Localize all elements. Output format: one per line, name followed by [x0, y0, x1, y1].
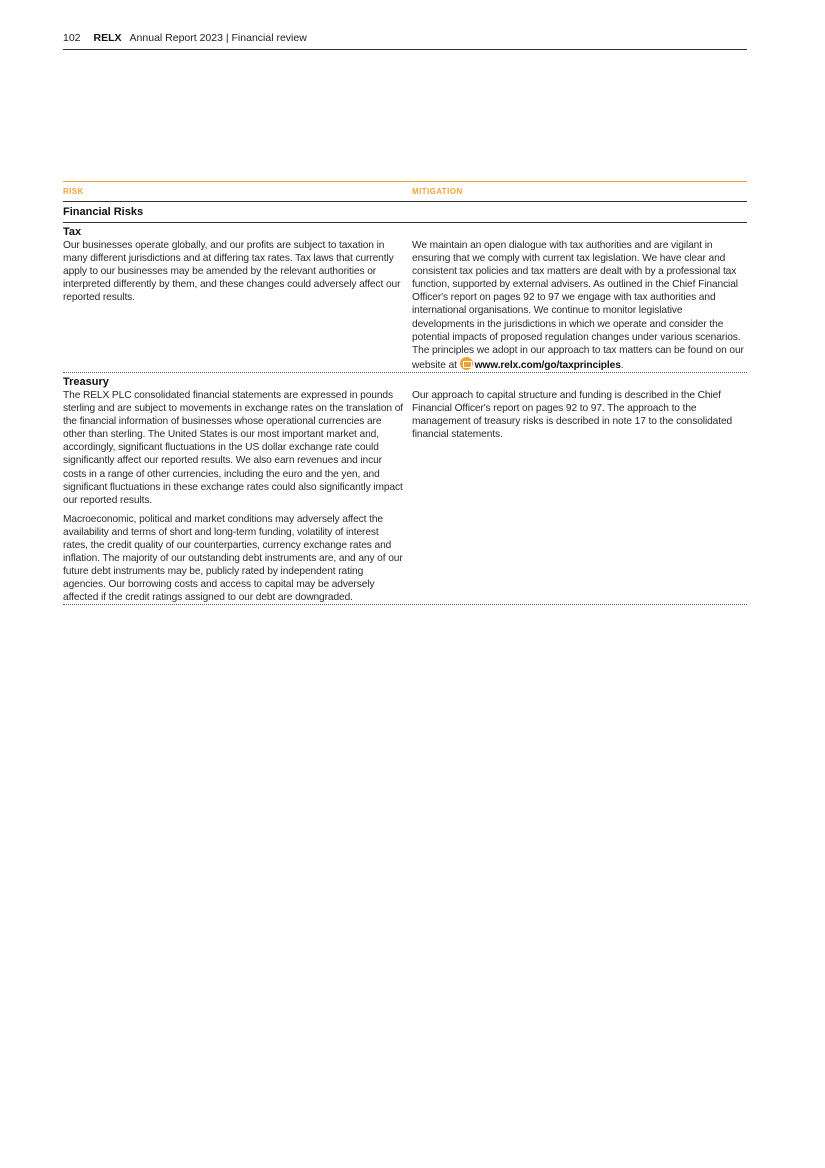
mitigation-end: . [620, 359, 624, 371]
risk-paragraph: Macroeconomic, political and market conditions may adversely affect the availability and terms of short and long-term funding, volatility of interest rates, the credit quality of our counterparties, currency exchange rates and inflation. The majority of our outstanding debt instruments are, and any of our future debt instruments may be, publicly rated by independent rating agencies. Our borrowing costs and access to capital may be adversely affected if the credit ratings assigned to our debt are downgraded. [63, 513, 403, 604]
mitigation-cell [412, 223, 747, 372]
mitigation-paragraph: Our approach to capital structure and funding is described in the Chief Financial Officer's report on pages 92 to 97. The approach to the management of treasury risks is described in note 17 to the consolidated financial statements. [412, 389, 733, 441]
section-title [63, 202, 747, 223]
table-row-tax [63, 223, 747, 373]
risk-cell [63, 223, 406, 372]
mitigation-cell [412, 373, 747, 605]
risk-cell [63, 373, 406, 605]
mitigation-paragraph [412, 239, 747, 372]
risk-table [63, 181, 747, 605]
row-title: Tax [63, 226, 82, 238]
row-title: Treasury [63, 375, 109, 388]
risk-paragraph: Our businesses operate globally, and our profits are subject to taxation in many different jurisdictions and at differing tax rates. Tax laws that currently apply to our businesses may be amended by the relevant authorities or interpreted differently by them, and these changes could adversely affect our reported results. [63, 240, 401, 304]
web-link-icon [460, 357, 473, 370]
page-number: 102 [63, 32, 81, 44]
risk-column-header: RISK [63, 187, 84, 196]
mitigation-text: We maintain an open dialogue with tax authorities and are vigilant in ensuring that we comply with current tax legislation. We have clear and consistent tax policies and tax matters are dealt with by a professional tax function, supported by external advisers. As outlined in the Chief Financial Officer's report on pages 92 to 97 we engage with tax authorities and international organisations. We continue to monitor legislative developments in the jurisdictions in which we operate and consider the potential impacts of proposed regulation changes under various scenarios. The principles we adopt in our approach to tax matters can be found on our website at [412, 240, 744, 371]
column-headers [63, 182, 747, 202]
tax-principles-link[interactable]: www.relx.com/go/taxprinciples [474, 359, 621, 371]
report-title: Annual Report 2023 | Financial review [129, 32, 307, 44]
mitigation-column-header: MITIGATION [412, 187, 463, 196]
page-header [63, 32, 747, 50]
section-title-text: Financial Risks [63, 206, 144, 218]
risk-paragraph: The RELX PLC consolidated financial statements are expressed in pounds sterling and are subject to movements in exchange rates on the translation of the financial information of businesses whose operational currencies are other than sterling. The United States is our most important market and, accordingly, significant fluctuations in the US dollar exchange rate could significantly affect our reported results. We also earn revenues and incur costs in a range of other currencies, including the euro and the yen, and significant fluctuations in these exchange rates could also significantly impact our reported results. [63, 389, 404, 506]
table-row-treasury [63, 373, 747, 606]
brand-name: RELX [93, 32, 122, 44]
